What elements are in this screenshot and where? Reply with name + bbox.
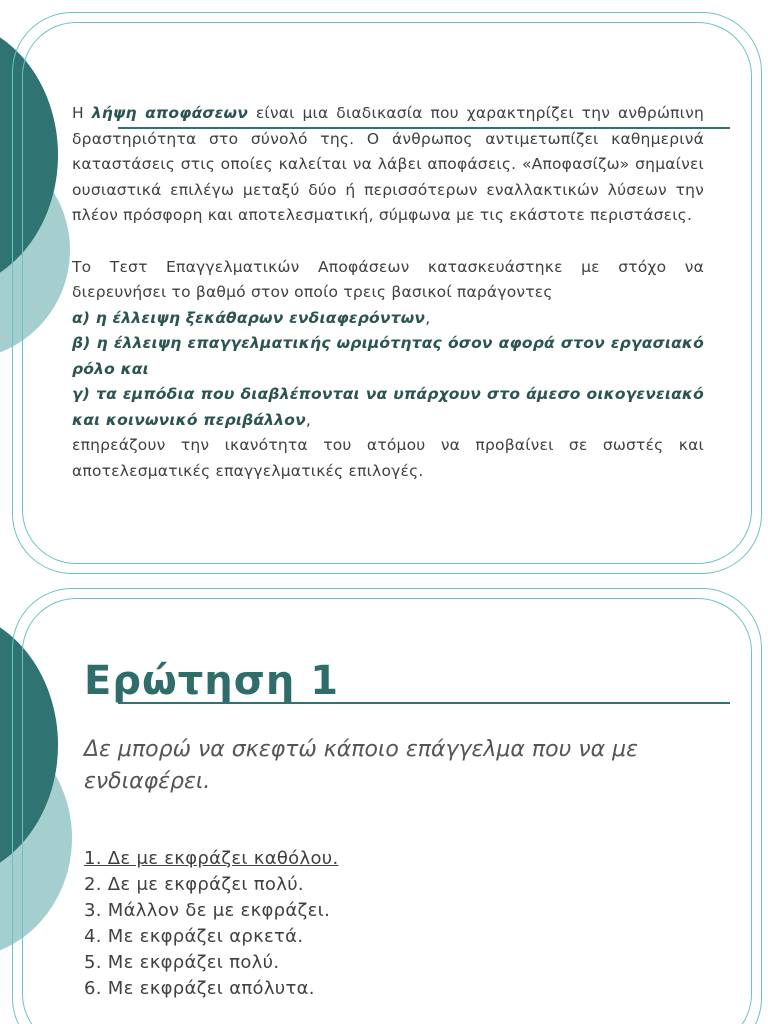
paragraph-test-description <box>72 255 704 485</box>
factor-a: α) η έλλειψη ξεκάθαρων ενδιαφερόντων <box>72 308 426 327</box>
answer-options <box>84 846 339 1002</box>
slide-2 <box>0 588 768 1024</box>
intro-text <box>72 101 704 484</box>
para1-rest: είναι μια διαδικασία που χαρακτηρίζει την ανθρώπινη δραστηριότητα στο σύνολό της. Ο άνθρωπος αντιμετωπίζει καθημερινά καταστάσεις στις οποίες καλείται να λάβει αποφάσεις. «Αποφασίζω» σημαίνει ουσιαστικά επιλέγω μεταξύ δύο ή περισσότερων εναλλακτικών λύσεων την πλέον πρόσφορη και αποτελεσματική, σύμφωνα με τις εκάστοτε περιστάσεις. <box>72 104 704 224</box>
answer-option-3[interactable]: 3. Μάλλον δε με εκφράζει. <box>84 900 331 921</box>
question-title: Ερώτηση 1 <box>84 658 340 704</box>
factor-a-comma: , <box>425 308 431 327</box>
paragraph-decision-making <box>72 101 704 229</box>
factor-c: γ) τα εμπόδια που διαβλέπονται να υπάρχουν στο άμεσο οικογενειακό και κοινωνικό περιβάλλον <box>72 385 704 429</box>
answer-option-5[interactable]: 5. Με εκφράζει πολύ. <box>84 952 280 973</box>
factor-c-comma: , <box>305 410 312 429</box>
para1-prefix: Η <box>72 104 92 122</box>
para2-intro: Το Τεστ Επαγγελματικών Αποφάσεων κατασκευάστηκε με στόχο να διερευνήσει το βαθμό στον οποίο τρεις βασικοί παράγοντες <box>72 257 704 301</box>
question-text: Δε μπορώ να σκεφτώ κάποιο επάγγελμα που να με ενδιαφέρει. <box>84 737 639 794</box>
answer-option-6[interactable]: 6. Με εκφράζει απόλυτα. <box>84 978 315 999</box>
factor-b: β) η έλλειψη επαγγελματικής ωριμότητας όσον αφορά στον εργασιακό ρόλο και <box>72 334 704 378</box>
answer-option-1[interactable]: 1. Δε με εκφράζει καθόλου. <box>84 848 339 869</box>
answer-option-4[interactable]: 4. Με εκφράζει αρκετά. <box>84 926 304 947</box>
answer-option-2[interactable]: 2. Δε με εκφράζει πολύ. <box>84 874 304 895</box>
para2-outro: επηρεάζουν την ικανότητα του ατόμου να προβαίνει σε σωστές και αποτελεσματικές επαγγελματικές επιλογές. <box>72 436 704 480</box>
term-decision-making: λήψη αποφάσεων <box>91 104 248 122</box>
